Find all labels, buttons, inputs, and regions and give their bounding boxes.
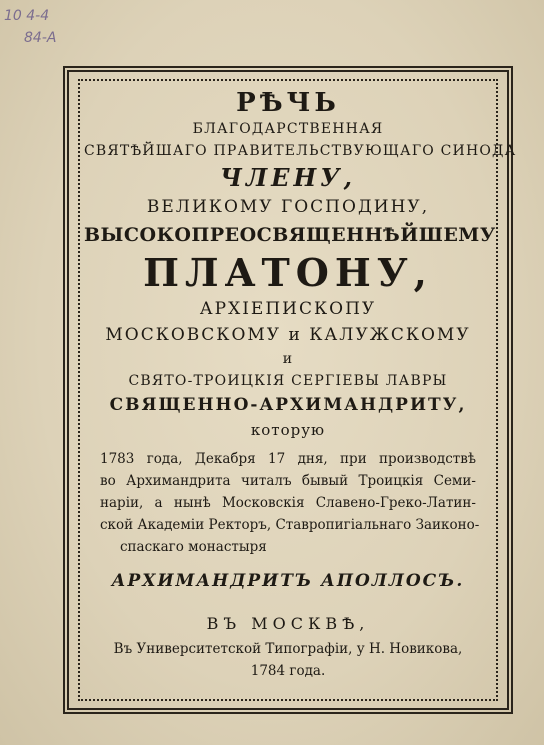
- title-line-moscow-kaluga: МОСКОВСКОМУ и КАЛУЖСКОМУ: [105, 325, 471, 345]
- paragraph-line-3: наріи, а нынѣ Московскія Славено-Греко-Латин-: [100, 495, 476, 511]
- imprint-city: ВЪ МОСКВѢ,: [206, 614, 370, 633]
- title-block: [84, 84, 517, 682]
- title-line-archbishop: АРХІЕПИСКОПУ: [199, 299, 377, 319]
- title-line-member: ЧЛЕНУ,: [220, 163, 356, 192]
- handwritten-shelfmark: 10 4-4: [4, 8, 50, 24]
- title-line-lavra: СВЯТО-ТРОИЦКІЯ СЕРГІЕВЫ ЛАВРЫ: [128, 373, 448, 389]
- imprint-press: Въ Университетской Типографіи, у Н. Новикова,: [113, 641, 463, 657]
- title-line-synod: СВЯТѢЙШАГО ПРАВИТЕЛЬСТВУЮЩАГО СИНОДА: [84, 143, 517, 159]
- title-line-and: и: [282, 351, 294, 367]
- title-line-archimandrite: СВЯЩЕННО-АРХИМАНДРИТУ,: [109, 395, 467, 415]
- title-rech: РѢЧЬ: [236, 88, 340, 118]
- title-line-platonu: ПЛАТОНУ,: [143, 250, 433, 295]
- paragraph-line-2: во Архимандрита читалъ бывый Троицкія Семи-: [100, 473, 476, 489]
- title-line-blagodarstvennaya: БЛАГОДАРСТВЕННАЯ: [192, 121, 384, 137]
- title-line-gospodinu: ВЕЛИКОМУ ГОСПОДИНУ,: [146, 197, 430, 217]
- imprint-year: 1784 года.: [250, 663, 326, 679]
- title-line-vysokopreosv: ВЫСОКОПРЕОСВЯЩЕННѢЙШЕМУ: [84, 224, 496, 246]
- handwritten-shelfmark-secondary: 84-A: [24, 30, 57, 46]
- title-line-kotoruyu: которую: [250, 421, 326, 439]
- author-line: АРХИМАНДРИТЪ АПОЛЛОСЪ.: [111, 571, 465, 591]
- paragraph-line-5: спаскаго монастыря: [120, 539, 267, 555]
- paragraph-line-1: 1783 года, Декабря 17 дня, при производствѣ: [100, 451, 476, 467]
- paragraph-line-4: ской Академіи Ректоръ, Ставропигіальнаго Заиконо-: [100, 517, 480, 533]
